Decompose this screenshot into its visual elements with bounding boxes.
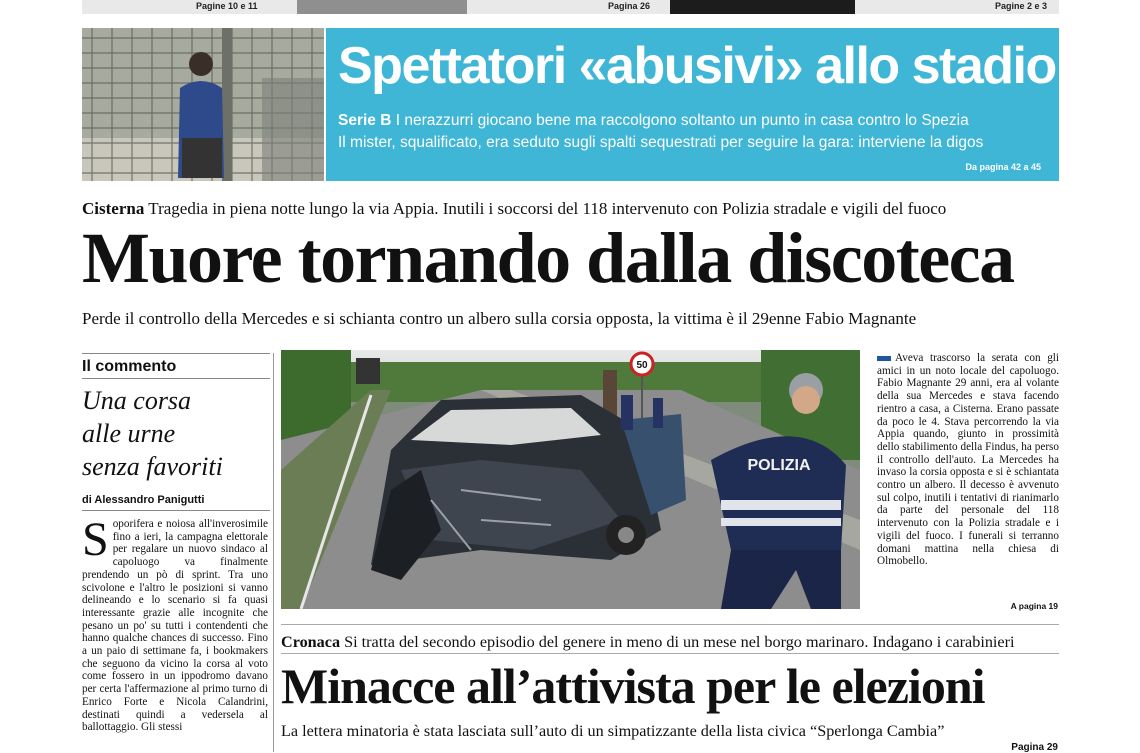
comment-dropcap: S [82, 518, 109, 566]
speed-sign-text: 50 [636, 360, 648, 371]
comment-byline-rule [82, 510, 270, 511]
strip-panel-left [82, 0, 297, 14]
comment-top-rule [82, 353, 270, 354]
sport-page-ref: Da pagina 42 a 45 [965, 162, 1041, 172]
second-kicker-place: Cronaca [281, 633, 341, 651]
second-kicker-rule [281, 653, 1059, 654]
second-story-top-rule [281, 624, 1059, 625]
second-headline[interactable]: Minacce all’attivista per le elezioni [281, 658, 985, 714]
comment-title-line-2: alle urne [82, 419, 176, 448]
comment-body-text: oporifera e noiosa all'inverosimile fino a ieri, la campagna elettorale per regalare un nuovo sindaco al capoluogo va finalmente prendendo un pò di sprint. Tra uno scivolone e l'altro le posizioni si vanno delineando e lo scenario si fa quasi interessante grazie alle incognite che pesano un po' su tutti i contendenti che hanno qualche chances di successo. Fino a un paio di settimane fa, i bookmakers che seguono da vicino la corsa al voto come fossero in un ippodromo davano per certa l'affermazione al primo turno di Enrico Forte e Nicola Calandrini, destinati quindi a vedersela al ballottaggio. Gli stessi [82, 518, 268, 734]
main-deck: Perde il controllo della Mercedes e si schianta contro un albero sulla corsia opposta, la vittima è il 29enne Fabio Magnante [82, 309, 917, 328]
sport-photo [82, 28, 324, 181]
sport-headline[interactable]: Spettatori «abusivi» allo stadio [338, 37, 1056, 95]
comment-title-line-3: senza favoriti [82, 452, 223, 481]
comment-body [82, 518, 268, 752]
crash-photo[interactable] [281, 350, 860, 609]
comment-byline: di Alessandro Panigutti [82, 494, 205, 506]
police-back-text: POLIZIA [747, 457, 811, 474]
main-body-text: Aveva trascorso la serata con gli amici in un noto locale del capoluogo. Fabio Magnante 29 anni, era al volante della sua Mercedes e stava facendo rientro a casa, a Cisterna. Erano passate da poco le 4. Stava percorrendo la via Appia quando, giunto in prossimità dello stabilimento della Findus, ha perso il controllo dell'auto. La Mercedes ha invaso la corsia opposta e si è schiantata contro un albero. Il decesso è avvenuto sul colpo, inutili i tentativi di rianimarlo da parte del personale del 118 intervenuto con la Polizia stradale e i vigili del fuoco. I funerali si terranno domani mattina nella chiesa di Olmobello. [877, 352, 1059, 568]
column-divider [273, 353, 274, 752]
second-page-ref: Pagina 29 [1011, 742, 1058, 753]
top-pages-center: Pagina 26 [608, 1, 651, 11]
comment-title[interactable] [82, 384, 272, 483]
sport-banner [326, 28, 1059, 181]
top-strip [0, 0, 1140, 16]
sport-summary-1: I nerazzurri giocano bene ma raccolgono soltanto un punto in casa contro lo Spezia [395, 112, 969, 129]
top-pages-right: Pagine 2 e 3 [995, 1, 1048, 11]
strip-photo-right [670, 0, 855, 14]
second-kicker-text: Si tratta del secondo episodio del genere in meno di un mese nel borgo marinaro. Indagano i carabinieri [344, 633, 1015, 651]
main-page-ref: A pagina 19 [1010, 601, 1058, 611]
main-kicker-place: Cisterna [82, 199, 145, 218]
sport-line-1 [338, 112, 969, 130]
second-kicker [281, 632, 1014, 652]
top-pages-left: Pagine 10 e 11 [196, 1, 258, 11]
comment-title-line-1: Una corsa [82, 386, 192, 415]
comment-label: Il commento [82, 358, 177, 375]
main-headline[interactable]: Muore tornando dalla discoteca [82, 218, 1014, 298]
comment-label-rule [82, 378, 270, 379]
main-story-body [877, 352, 1059, 600]
second-deck: La lettera minatoria è stata lasciata sull’auto di un simpatizzante della lista civica “Sperlonga Cambia” [281, 722, 945, 740]
sport-kicker: Serie B [338, 112, 392, 129]
story-marker-icon [877, 356, 891, 361]
sport-summary-2: Il mister, squalificato, era seduto sugli spalti sequestrati per seguire la gara: interviene la digos [338, 134, 984, 151]
strip-photo-left [297, 0, 467, 14]
main-kicker-text: Tragedia in piena notte lungo la via Appia. Inutili i soccorsi del 118 intervenuto con Polizia stradale e vigili del fuoco [148, 199, 947, 218]
